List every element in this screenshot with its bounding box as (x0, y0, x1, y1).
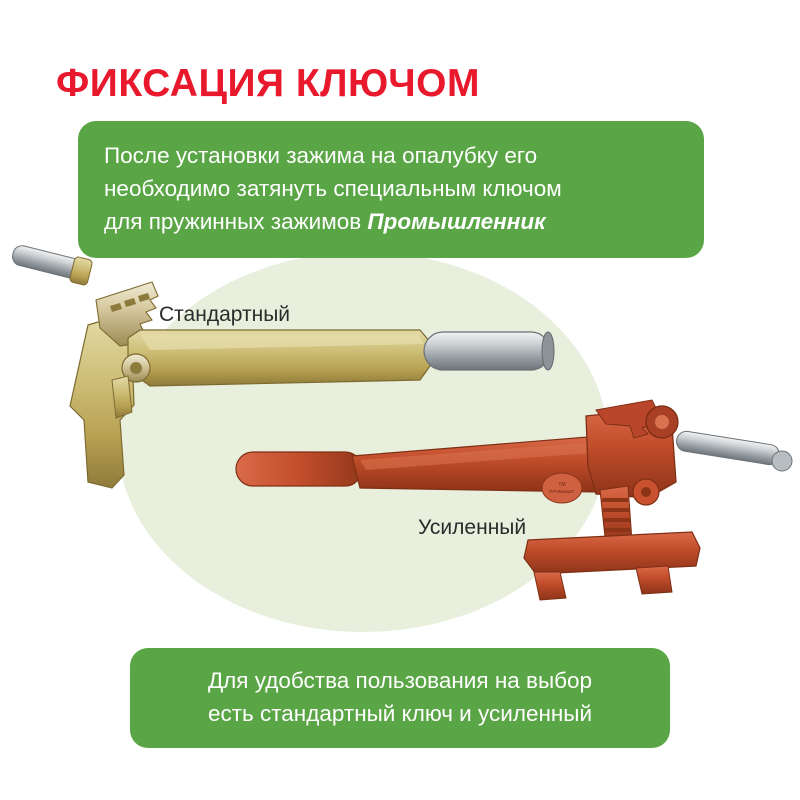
label-standard-wrench: Стандартный (159, 303, 291, 326)
callout-bottom-line1: Для удобства пользования на выбор (207, 668, 593, 693)
callout-top (78, 121, 704, 258)
svg-text:ПРОМЫШЛ.: ПРОМЫШЛ. (549, 489, 575, 494)
page-title: ФИКСАЦИЯ КЛЮЧОМ (56, 62, 480, 106)
brand-name: Промышленник (367, 209, 546, 234)
callout-top-line1: После установки зажима на опалубку его (104, 143, 538, 168)
callout-top-line3-prefix: для пружинных зажимов (104, 209, 368, 234)
reinforced-wrench-graphic (236, 400, 792, 600)
svg-text:ТМ: ТМ (558, 482, 566, 488)
callout-bottom-line2: есть стандартный ключ и усиленный (207, 701, 593, 726)
tools-illustration (0, 230, 800, 630)
callout-bottom (130, 648, 670, 748)
callout-top-line2: необходимо затянуть специальным ключом (104, 176, 562, 201)
callout-top-line3 (104, 205, 678, 238)
label-reinforced-wrench: Усиленный (418, 516, 527, 539)
